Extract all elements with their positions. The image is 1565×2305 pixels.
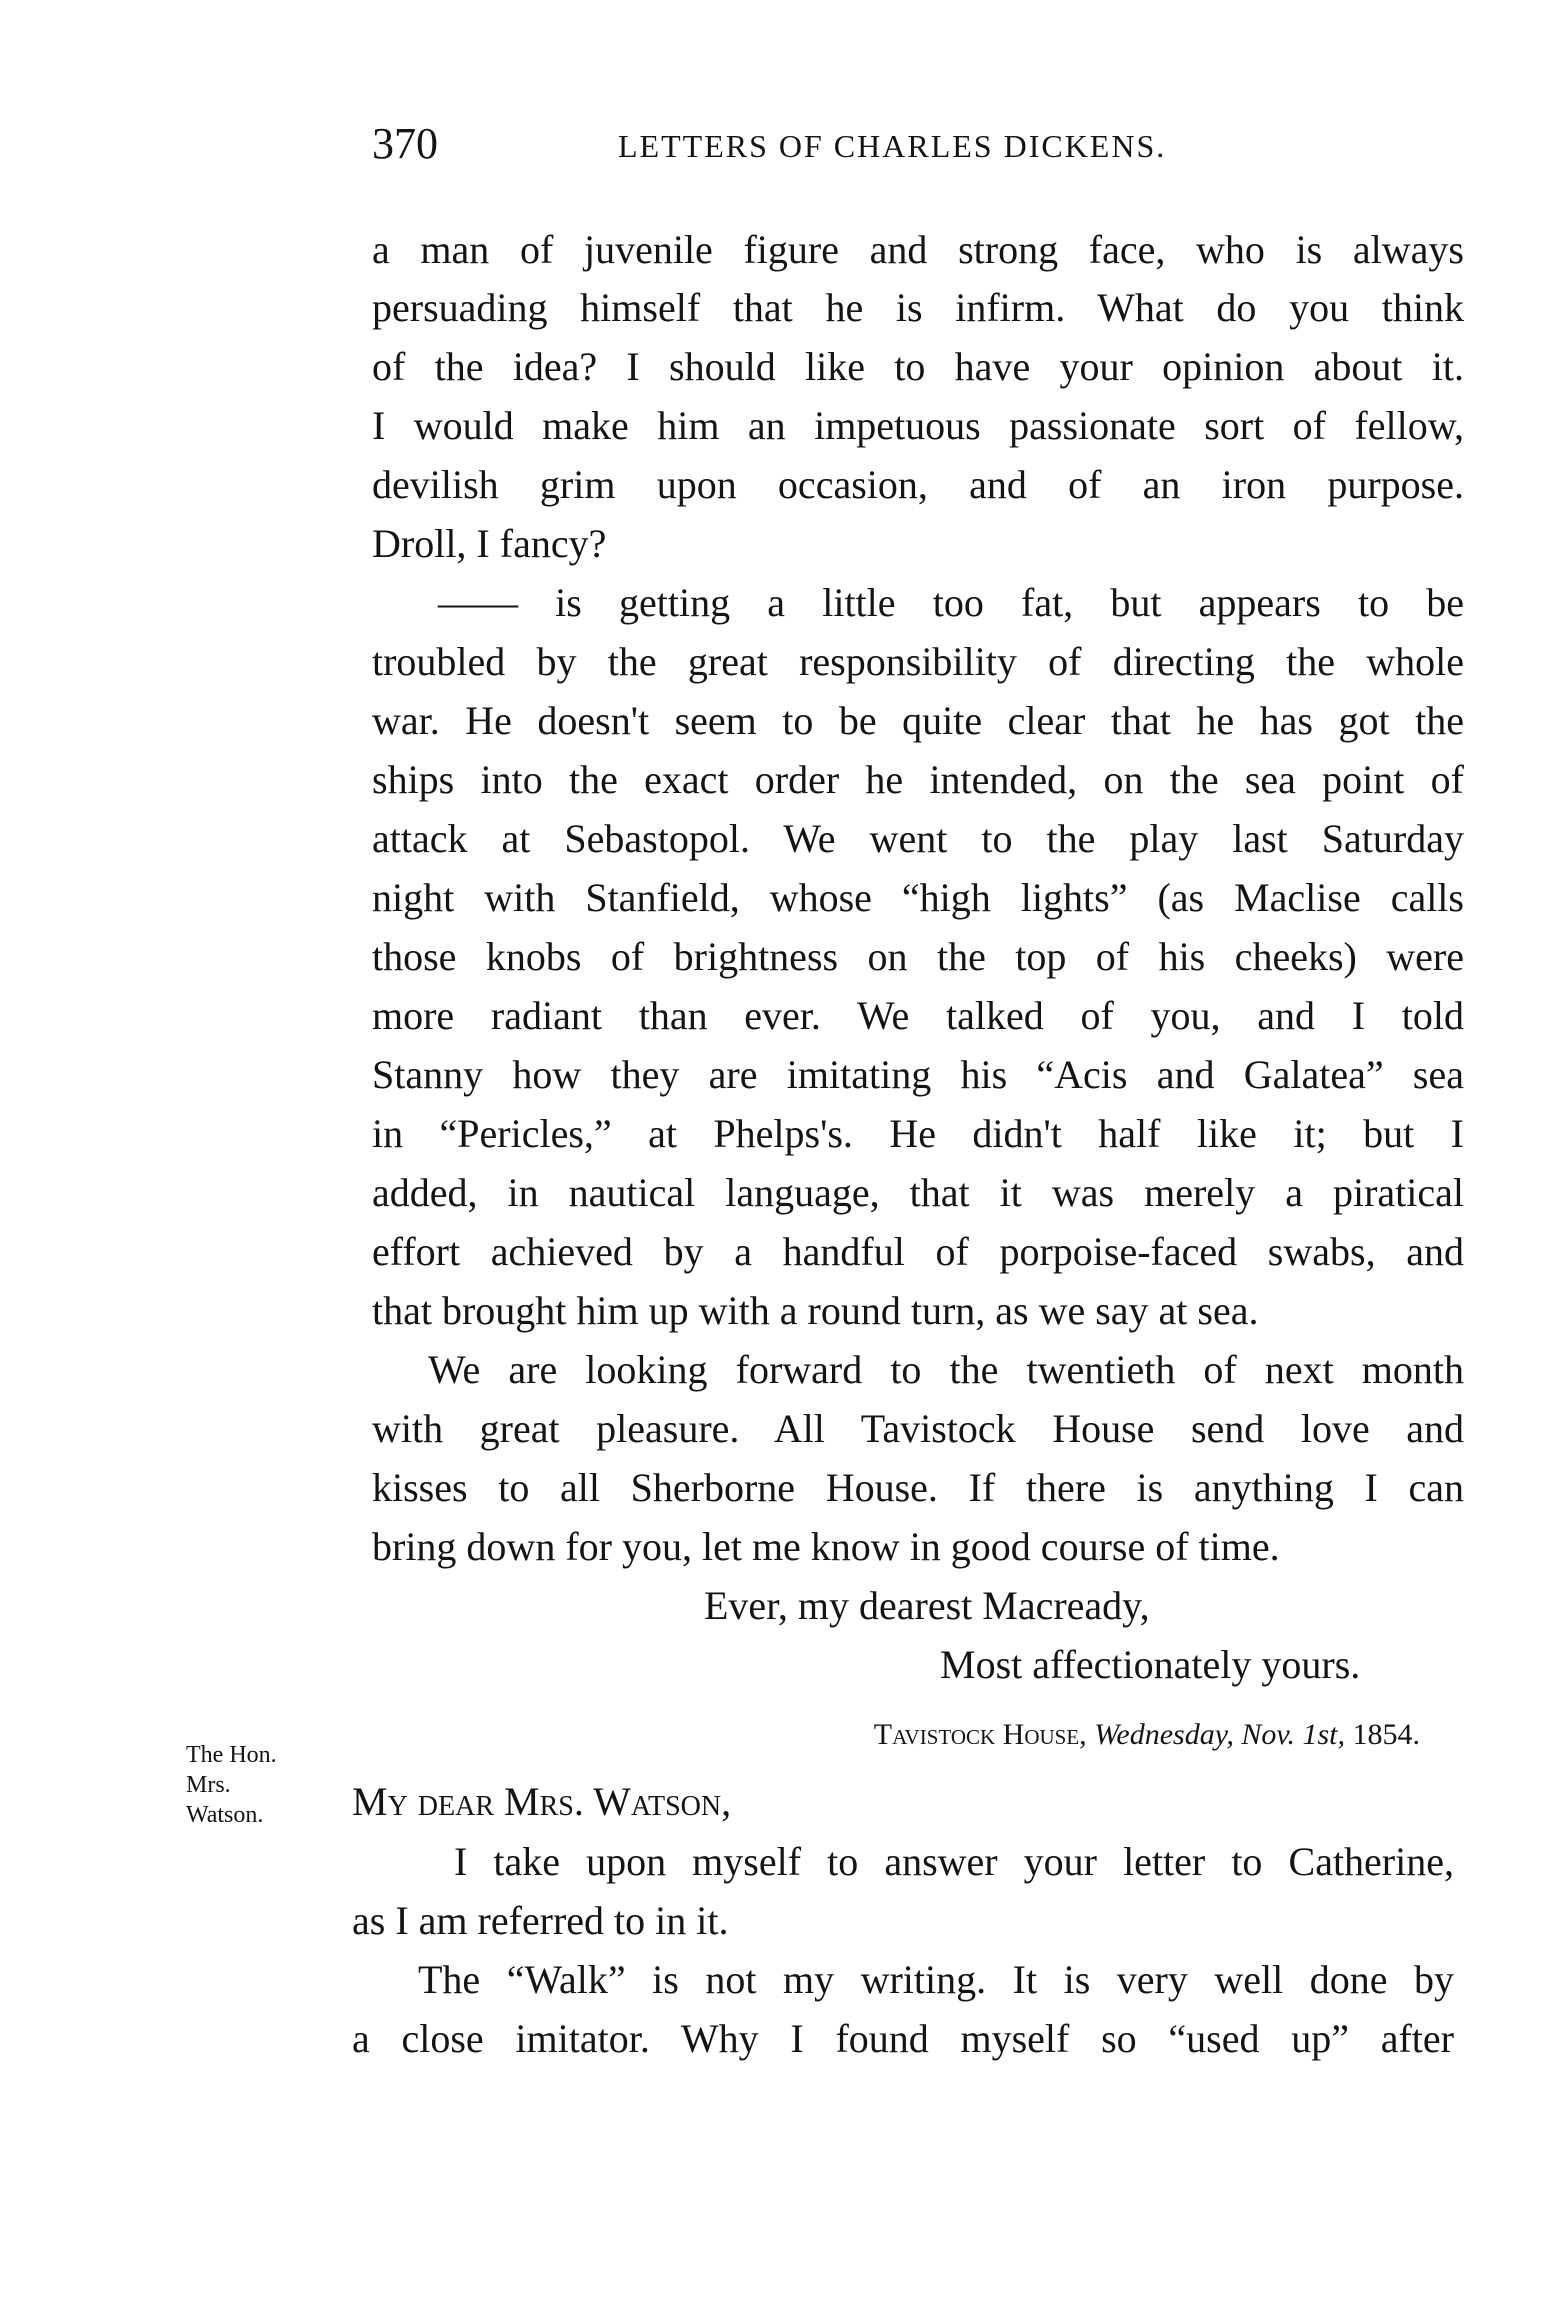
dateline-place: Tavistock House, [873, 1718, 1087, 1751]
running-head: LETTERS OF CHARLES DICKENS. [618, 128, 1167, 164]
dateline-date: Wednesday, Nov. 1st, [1094, 1718, 1345, 1751]
text-line: a man of juvenile figure and strong face, who is always [372, 227, 1464, 272]
text-line: ships into the exact order he intended, on the sea point of [372, 757, 1464, 802]
text-line: of the idea? I should like to have your opinion about it. [372, 344, 1464, 389]
page-header [372, 118, 1302, 178]
dateline [760, 1718, 1420, 1752]
text-line: bring down for you, let me know in good course of time. [372, 1524, 1280, 1569]
text-line: added, in nautical language, that it was merely a piratical [372, 1170, 1464, 1215]
text-line: I take upon myself to answer your letter to Catherine, [454, 1839, 1454, 1884]
text-line: devilish grim upon occasion, and of an iron purpose. [372, 462, 1464, 507]
text-line: attack at Sebastopol. We went to the play last Saturday [372, 816, 1464, 861]
text-line: more radiant than ever. We talked of you, and I told [372, 993, 1464, 1038]
text-line: Droll, I fancy? [372, 521, 607, 566]
text-line: as I am referred to in it. [352, 1898, 729, 1943]
text-line: I would make him an impetuous passionate sort of fellow, [372, 403, 1464, 448]
text-line: those knobs of brightness on the top of his cheeks) were [372, 934, 1464, 979]
text-line: kisses to all Sherborne House. If there is anything I can [372, 1465, 1464, 1510]
text-line: night with Stanfield, whose “high lights” (as Maclise calls [372, 875, 1464, 920]
text-line: Stanny how they are imitating his “Acis and Galatea” sea [372, 1052, 1464, 1097]
text-line: —— is getting a little too fat, but appears to be [438, 580, 1464, 625]
text-line: troubled by the great responsibility of directing the whole [372, 639, 1464, 684]
salutation: My dear Mrs. Watson, [352, 1779, 732, 1824]
recipient-line: The Hon. [186, 1742, 277, 1768]
text-line: We are looking forward to the twentieth of next month [428, 1347, 1464, 1392]
text-line: effort achieved by a handful of porpoise-faced swabs, and [372, 1229, 1464, 1274]
text-line: with great pleasure. All Tavistock House send love and [372, 1406, 1464, 1451]
closing-line: Ever, my dearest Macready, [704, 1583, 1150, 1628]
text-line: persuading himself that he is infirm. What do you think [372, 285, 1464, 330]
recipient-note [186, 1740, 316, 1830]
recipient-line: Mrs. [186, 1772, 231, 1798]
recipient-line: Watson. [186, 1802, 264, 1828]
signature-line: Most affectionately yours. [940, 1642, 1361, 1687]
text-line: war. He doesn't seem to be quite clear that he has got the [372, 698, 1464, 743]
text-line: in “Pericles,” at Phelps's. He didn't half like it; but I [372, 1111, 1464, 1156]
text-line: The “Walk” is not my writing. It is very well done by [418, 1957, 1454, 2002]
text-line: a close imitator. Why I found myself so “used up” after [352, 2016, 1454, 2061]
dateline-year: 1854. [1352, 1718, 1420, 1751]
text-line: that brought him up with a round turn, as we say at sea. [372, 1288, 1259, 1333]
page-number: 370 [372, 119, 438, 168]
